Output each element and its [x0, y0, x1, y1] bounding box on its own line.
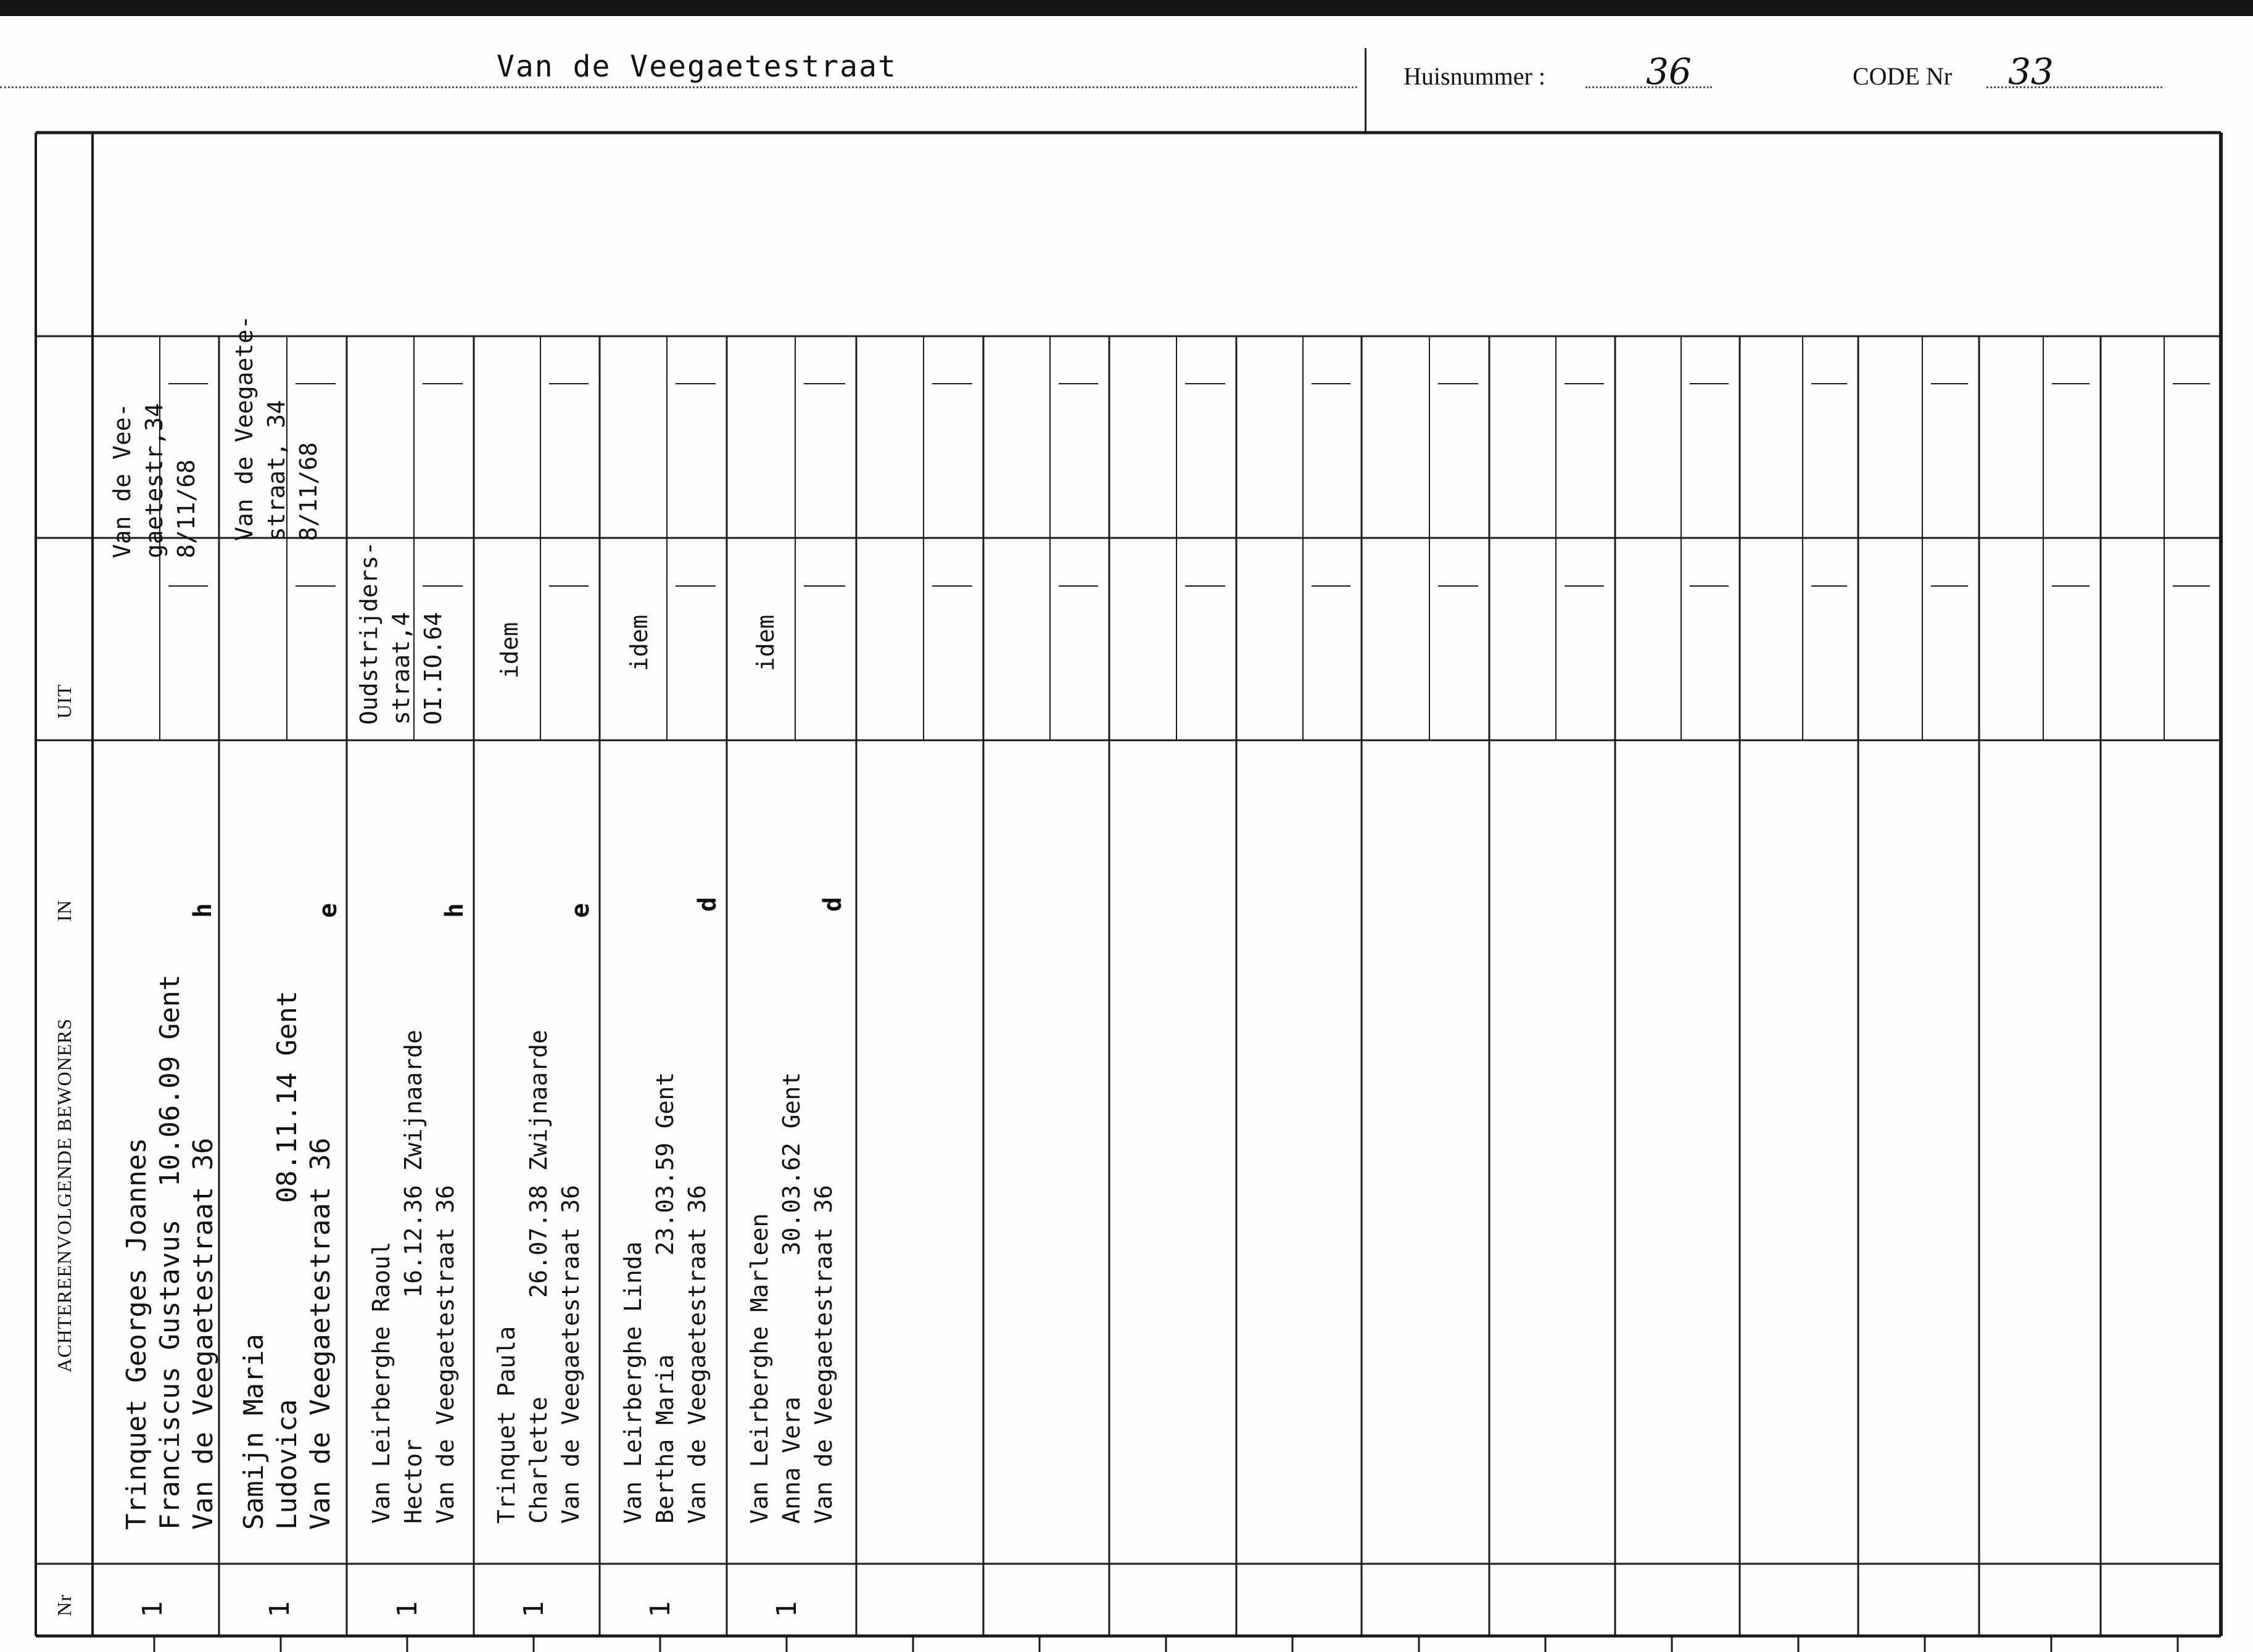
- household-letter: h: [440, 902, 469, 918]
- household-letter: e: [314, 902, 342, 918]
- resident-name: Trinquet Paula Charlette 26.07.38 Zwijnaarde Van de Veegaetestraat 36: [493, 1030, 584, 1524]
- uit-address: Van de Vee- gaetestr,34 8/11/68: [109, 403, 200, 558]
- household-letter: e: [566, 902, 595, 918]
- in-address: idem: [496, 622, 523, 679]
- col-label-uit: UIT: [53, 684, 75, 719]
- code-label: CODE Nr: [1853, 62, 1953, 90]
- in-address: idem: [626, 614, 653, 671]
- resident-name: Van Leirberghe Raoul Hector 16.12.36 Zwijnaarde Van de Veegaetestraat 36: [368, 1030, 459, 1524]
- resident-name: Van Leirberghe Marleen Anna Vera 30.03.62 Gent Van de Veegaetestraat 36: [746, 1072, 837, 1524]
- uit-address: Van de Veegaete- straat, 34 8/11/68: [231, 315, 322, 541]
- col-label-bewoners: ACHTEREENVOLGENDE BEWONERS: [53, 1018, 75, 1373]
- resident-nr: 1: [137, 1601, 168, 1617]
- resident-nr: 1: [645, 1601, 676, 1617]
- resident-nr: 1: [264, 1601, 296, 1617]
- in-address: Oudstrijders- straat,4 OI.IO.64: [355, 541, 447, 725]
- household-letter: d: [819, 896, 847, 912]
- resident-nr: 1: [771, 1601, 803, 1617]
- household-letter: d: [693, 896, 722, 912]
- resident-name: Samijn Maria Ludovica 08.11.14 Gent Van de Veegaetestraat 36: [238, 990, 336, 1530]
- resident-nr: 1: [392, 1601, 423, 1617]
- col-label-in: IN: [53, 899, 75, 922]
- resident-nr: 1: [518, 1601, 550, 1617]
- house-number-label: Huisnummer :: [1403, 62, 1545, 90]
- household-letter: h: [189, 902, 217, 918]
- resident-name: Van Leirberghe Linda Bertha Maria 23.03.59 Gent Van de Veegaetestraat 36: [619, 1072, 711, 1524]
- house-number-value: 36: [1646, 51, 1692, 93]
- street-name: Van de Veegaetestraat: [497, 49, 897, 84]
- col-label-nr: Nr: [53, 1594, 75, 1616]
- code-value: 33: [2008, 51, 2054, 93]
- in-address: idem: [752, 614, 779, 671]
- resident-name: Trinquet Georges Joannes Franciscus Gustavus 10.06.09 Gent Van de Veegaetestraat 36: [121, 974, 219, 1530]
